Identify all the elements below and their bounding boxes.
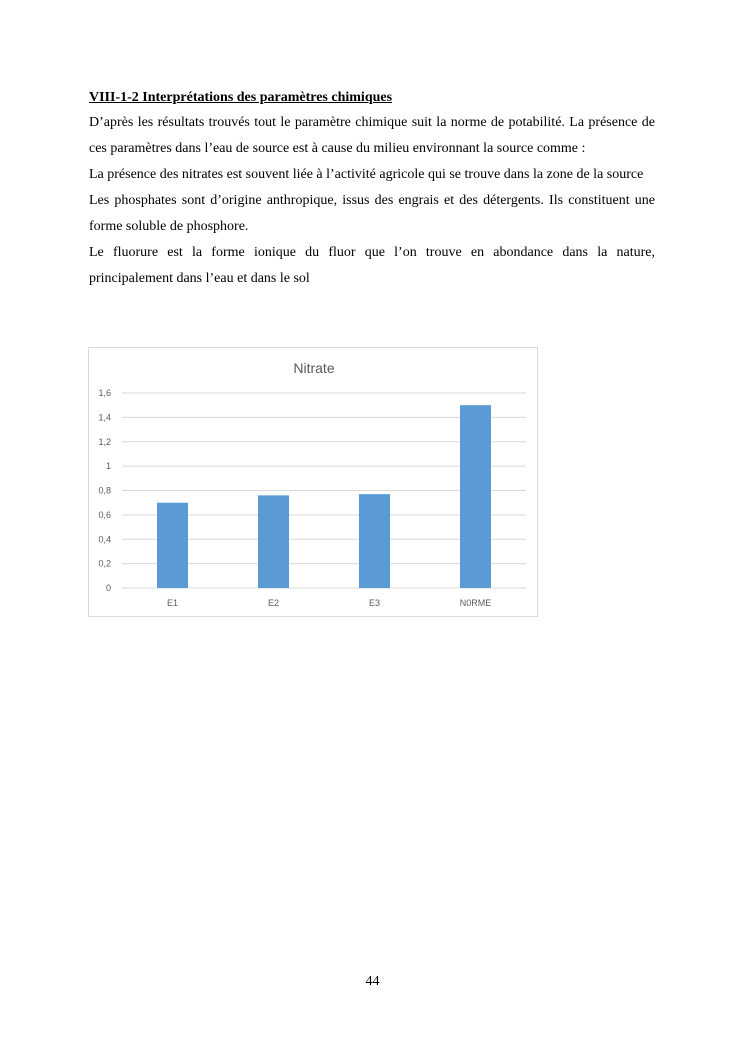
paragraph-nitrates: La présence des nitrates est souvent liée à l’activité agricole qui se trouve dans la zone de la source [89, 167, 644, 182]
y-tick-label: 0,8 [98, 485, 111, 496]
y-tick-label: 0 [105, 583, 111, 593]
chart-bars [157, 405, 491, 588]
y-tick-label: 1,4 [98, 412, 111, 423]
x-tick-label: E1 [166, 598, 179, 608]
y-tick-label: 0,4 [98, 534, 111, 545]
page-number: 44 [365, 974, 380, 989]
chart-y-axis [98, 388, 111, 593]
bar-e1 [157, 503, 188, 588]
y-tick-label: 1,2 [98, 436, 111, 447]
y-tick-label: 1,6 [98, 388, 111, 398]
chart-title: Nitrate [293, 360, 335, 376]
nitrate-chart [88, 347, 538, 617]
bar-e2 [258, 495, 289, 588]
nitrate-chart-svg [89, 348, 539, 618]
bar-n0rme [460, 405, 491, 588]
x-tick-label: E3 [368, 598, 381, 608]
x-tick-label: E2 [267, 598, 280, 608]
section-heading: VIII-1-2 Interprétations des paramètres chimiques [89, 90, 393, 105]
y-tick-label: 1 [105, 461, 111, 472]
y-tick-label: 0,2 [98, 558, 111, 569]
chart-x-axis [167, 598, 491, 608]
y-tick-label: 0,6 [98, 509, 111, 520]
paragraph-phosphates: Les phosphates sont d’origine anthropique, issus des engrais et des détergents. Ils constituent une forme soluble de phosphore. [89, 193, 655, 234]
document-body [89, 88, 655, 292]
paragraph-fluorure: Le fluorure est la forme ionique du fluor que l’on trouve en abondance dans la nature, principalement dans l’eau et dans le sol [89, 245, 655, 286]
bar-e3 [359, 494, 390, 588]
paragraph-intro: D’après les résultats trouvés tout le paramètre chimique suit la norme de potabilité. La présence de ces paramètres dans l’eau de source est à cause du milieu environnant la source comme : [89, 115, 655, 156]
x-tick-label: N0RME [459, 598, 492, 608]
